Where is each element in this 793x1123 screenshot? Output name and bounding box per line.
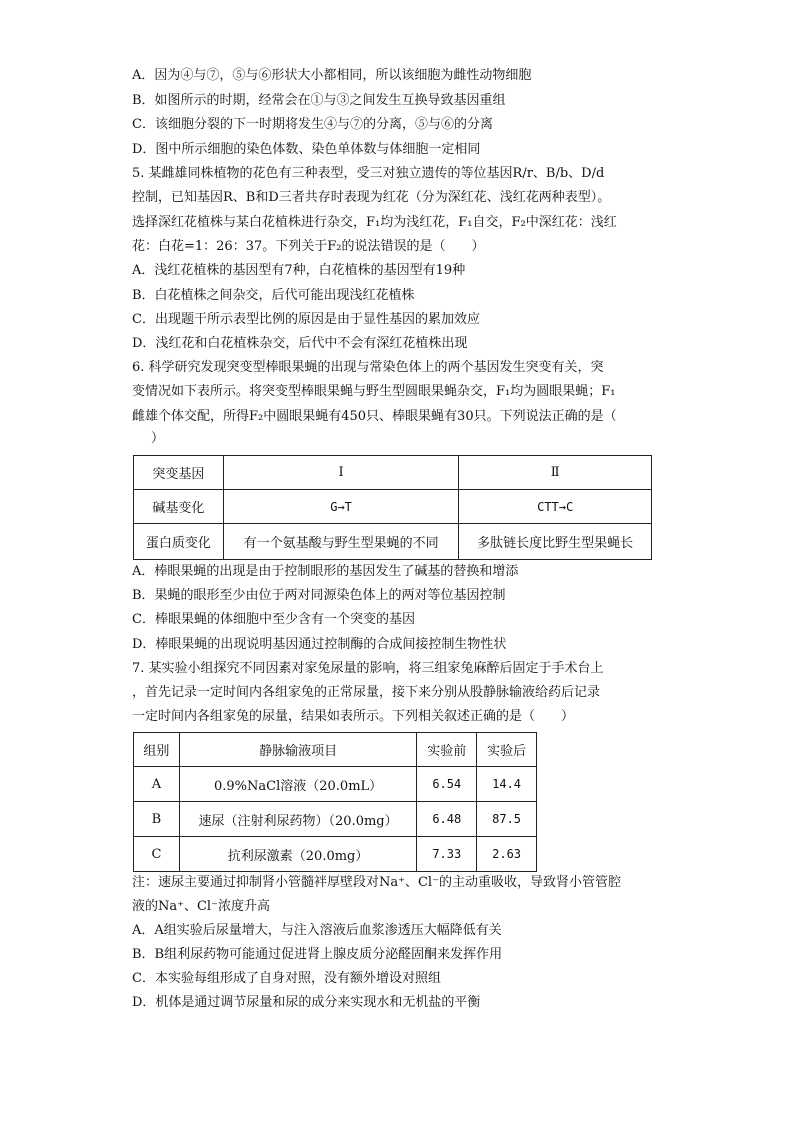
table-cell: 6.48 <box>417 802 477 837</box>
q7-stem-line: 一定时间内各组家兔的尿量，结果如表所示。下列相关叙述正确的是（ ） <box>132 709 575 724</box>
q7-note-line: 液的Na⁺、Cl⁻浓度升高 <box>132 899 270 914</box>
q6-option-d: D．棒眼果蝇的出现说明基因通过控制酶的合成间接控制生物性状 <box>132 637 507 652</box>
table-header: 组别 <box>134 733 180 767</box>
table-cell: 速尿（注射利尿药物）（20.0mg） <box>179 802 417 837</box>
q7-urine-table <box>133 732 537 872</box>
table-cell: 0.9%NaCl溶液（20.0mL） <box>179 767 417 802</box>
table-cell: 6.54 <box>417 767 477 802</box>
table-header: 静脉输液项目 <box>179 733 417 767</box>
q6-option-b: B．果蝇的眼形至少由位于两对同源染色体上的两对等位基因控制 <box>132 588 506 603</box>
q7-option-c: C．本实验每组形成了自身对照，没有额外增设对照组 <box>132 971 441 986</box>
table-cell: 抗利尿激素（20.0mg） <box>179 837 417 872</box>
q4-option-c: C．该细胞分裂的下一时期将发生④与⑦的分离，⑤与⑥的分离 <box>132 117 493 132</box>
table-cell: 2.63 <box>477 837 537 872</box>
q5-stem-line: 选择深红花植株与某白花植株进行杂交，F₁均为浅红花，F₁自交，F₂中深红花：浅红 <box>132 215 617 230</box>
table-cell: Ⅰ <box>223 456 459 490</box>
q6-stem-line: 6. 科学研究发现突变型棒眼果蝇的出现与常染色体上的两个基因发生突变有关，突 <box>132 360 604 375</box>
q4-option-b: B．如图所示的时期，经常会在①与③之间发生互换导致基因重组 <box>132 93 506 108</box>
q4-option-a: A．因为④与⑦，⑤与⑥形状大小都相同，所以该细胞为雌性动物细胞 <box>132 68 532 83</box>
table-row <box>134 490 652 524</box>
q7-option-b: B．B组利尿药物可能通过促进肾上腺皮质分泌醛固酮来发挥作用 <box>132 947 503 962</box>
table-cell: 突变基因 <box>134 456 224 490</box>
q7-stem-line: ，首先记录一定时间内各组家兔的正常尿量，接下来分别从股静脉输液给药后记录 <box>132 685 601 700</box>
q7-note-line: 注：速尿主要通过抑制肾小管髓袢厚壁段对Na⁺、Cl⁻的主动重吸收，导致肾小管管腔 <box>132 875 621 890</box>
table-cell: B <box>134 802 180 837</box>
q7-option-d: D．机体是通过调节尿量和尿的成分来实现水和无机盐的平衡 <box>132 995 481 1010</box>
table-header-row <box>134 733 537 767</box>
table-row <box>134 767 537 802</box>
q4-option-d: D．图中所示细胞的染色体数、染色单体数与体细胞一定相同 <box>132 142 481 157</box>
q5-stem-line: 花：白花=1：26：37。下列关于F₂的说法错误的是（ ） <box>132 239 485 254</box>
q5-option-c: C．出现题干所示表型比例的原因是由于显性基因的累加效应 <box>132 312 480 327</box>
q6-option-c: C．棒眼果蝇的体细胞中至少含有一个突变的基因 <box>132 612 415 627</box>
table-cell: 有一个氨基酸与野生型果蝇的不同 <box>223 524 459 560</box>
table-header: 实验后 <box>477 733 537 767</box>
q6-stem-line: 变情况如下表所示。将突变型棒眼果蝇与野生型圆眼果蝇杂交，F₁均为圆眼果蝇；F₁ <box>132 384 616 399</box>
q6-mutation-table <box>133 455 652 560</box>
q6-option-a: A．棒眼果蝇的出现是由于控制眼形的基因发生了碱基的替换和增添 <box>132 564 519 579</box>
q6-stem-line: ） <box>138 431 165 446</box>
q6-stem-line: 雌雄个体交配，所得F₂中圆眼果蝇有450只、棒眼果蝇有30只。下列说法正确的是（ <box>132 409 617 424</box>
q5-stem-line: 5. 某雌雄同株植物的花色有三种表型，受三对独立遗传的等位基因R/r、B/b、D/d <box>132 166 605 181</box>
table-row <box>134 456 652 490</box>
table-cell: C <box>134 837 180 872</box>
table-row <box>134 802 537 837</box>
table-cell: 14.4 <box>477 767 537 802</box>
table-row <box>134 837 537 872</box>
table-cell: 碱基变化 <box>134 490 224 524</box>
table-cell: 多肽链长度比野生型果蝇长 <box>459 524 652 560</box>
q5-option-d: D．浅红花和白花植株杂交，后代中不会有深红花植株出现 <box>132 336 468 351</box>
table-header: 实验前 <box>417 733 477 767</box>
q5-option-a: A．浅红花植株的基因型有7种，白花植株的基因型有19种 <box>132 263 466 278</box>
table-cell: G→T <box>223 490 459 524</box>
table-cell: A <box>134 767 180 802</box>
table-cell: 7.33 <box>417 837 477 872</box>
table-cell: CTT→C <box>459 490 652 524</box>
table-cell: Ⅱ <box>459 456 652 490</box>
q7-stem-line: 7. 某实验小组探究不同因素对家兔尿量的影响，将三组家兔麻醉后固定于手术台上 <box>132 661 604 676</box>
table-cell: 蛋白质变化 <box>134 524 224 560</box>
q7-option-a: A．A组实验后尿量增大，与注入溶液后血浆渗透压大幅降低有关 <box>132 923 502 938</box>
q5-stem-line: 控制，已知基因R、B和D三者共存时表现为红花（分为深红花、浅红花两种表型）。 <box>132 190 611 205</box>
q5-option-b: B．白花植株之间杂交，后代可能出现浅红花植株 <box>132 288 415 303</box>
table-cell: 87.5 <box>477 802 537 837</box>
table-row <box>134 524 652 560</box>
